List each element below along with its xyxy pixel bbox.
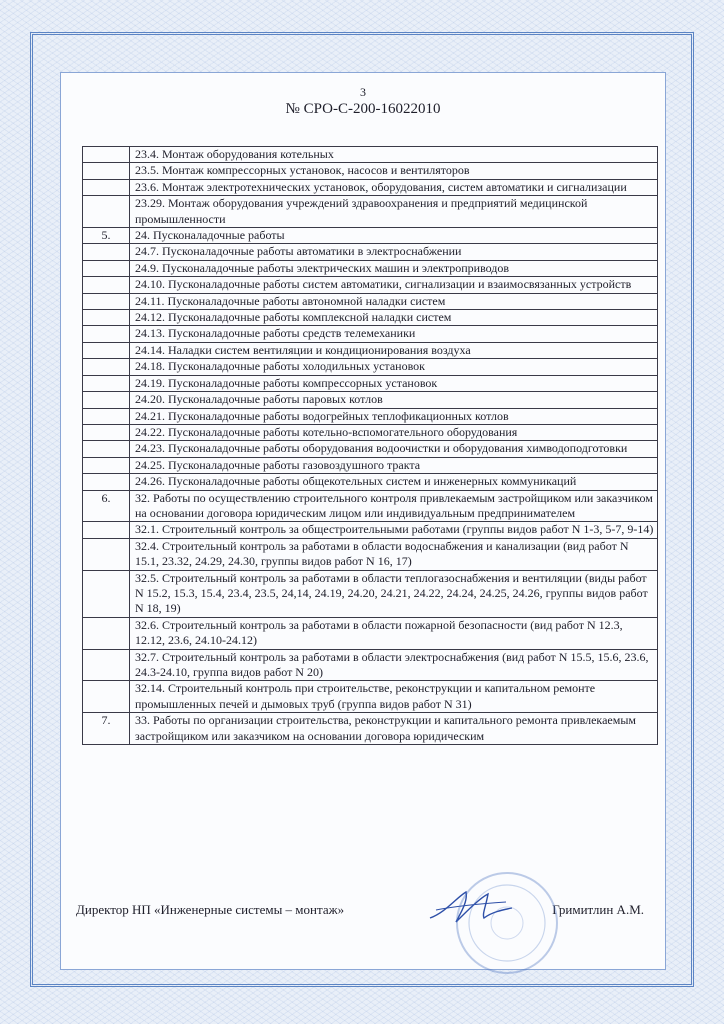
work-description: 24.11. Пусконаладочные работы автономной наладки систем xyxy=(130,293,658,309)
row-number xyxy=(83,617,130,649)
table-row xyxy=(83,244,658,260)
row-number xyxy=(83,310,130,326)
row-number xyxy=(83,474,130,490)
table-row xyxy=(83,649,658,681)
table-row xyxy=(83,147,658,163)
row-number xyxy=(83,408,130,424)
page-header xyxy=(60,86,666,118)
work-description: 32.6. Строительный контроль за работами в области пожарной безопасности (вид работ N 12.3, 12.12, 23.6, 24.10-24.12) xyxy=(130,617,658,649)
page-number: 3 xyxy=(360,85,366,99)
work-description: 24.13. Пусконаладочные работы средств телемеханики xyxy=(130,326,658,342)
row-number: 6. xyxy=(83,490,130,522)
work-description: 32.5. Строительный контроль за работами в области теплогазоснабжения и вентиляции (виды работ N 15.2, 15.3, 15.4, 23.4, 23.5, 24,14, 24.19, 24.20, 24.21, 24.22, 24.24, 24.25, 24.26, группы видов работ N 18, 19) xyxy=(130,570,658,617)
work-description: 23.6. Монтаж электротехнических установок, оборудования, систем автоматики и сигнализации xyxy=(130,179,658,195)
work-description: 23.5. Монтаж компрессорных установок, насосов и вентиляторов xyxy=(130,163,658,179)
table-row xyxy=(83,375,658,391)
certificate-number: № СРО-С-200-16022010 xyxy=(285,101,441,117)
row-number xyxy=(83,163,130,179)
work-description: 24. Пусконаладочные работы xyxy=(130,228,658,244)
row-number xyxy=(83,277,130,293)
table-row xyxy=(83,617,658,649)
row-number xyxy=(83,293,130,309)
row-number xyxy=(83,457,130,473)
table-row xyxy=(83,196,658,228)
table-row xyxy=(83,359,658,375)
table-row xyxy=(83,713,658,745)
work-description: 32.4. Строительный контроль за работами в области водоснабжения и канализации (вид работ N 15.1, 23.32, 24.29, 24.30, группы видов работ N 16, 17) xyxy=(130,538,658,570)
work-description: 24.7. Пусконаладочные работы автоматики в электроснабжении xyxy=(130,244,658,260)
table-row xyxy=(83,681,658,713)
table-row xyxy=(83,310,658,326)
table-row xyxy=(83,163,658,179)
table-row xyxy=(83,490,658,522)
row-number xyxy=(83,538,130,570)
table-row xyxy=(83,277,658,293)
table-row xyxy=(83,570,658,617)
row-number xyxy=(83,649,130,681)
work-description: 24.14. Наладки систем вентиляции и кондиционирования воздуха xyxy=(130,342,658,358)
row-number xyxy=(83,196,130,228)
row-number xyxy=(83,441,130,457)
row-number xyxy=(83,681,130,713)
table-row xyxy=(83,408,658,424)
table-row xyxy=(83,228,658,244)
signer-name: Гримитлин А.М. xyxy=(552,902,644,917)
row-number: 5. xyxy=(83,228,130,244)
work-description: 32.14. Строительный контроль при строительстве, реконструкции и капитальном ремонте промышленных печей и дымовых труб (группа видов работ N 31) xyxy=(130,681,658,713)
director-label: Директор НП «Инженерные системы – монтаж» xyxy=(76,902,345,917)
work-description: 23.29. Монтаж оборудования учреждений здравоохранения и предприятий медицинской промышленности xyxy=(130,196,658,228)
table-row xyxy=(83,522,658,538)
work-description: 24.18. Пусконаладочные работы холодильных установок xyxy=(130,359,658,375)
work-description: 24.9. Пусконаладочные работы электрических машин и электроприводов xyxy=(130,260,658,276)
row-number xyxy=(83,147,130,163)
row-number xyxy=(83,570,130,617)
work-description: 24.19. Пусконаладочные работы компрессорных установок xyxy=(130,375,658,391)
table-row xyxy=(83,293,658,309)
works-table xyxy=(82,146,658,745)
table-row xyxy=(83,392,658,408)
row-number xyxy=(83,179,130,195)
table-row xyxy=(83,326,658,342)
row-number xyxy=(83,244,130,260)
table-row xyxy=(83,441,658,457)
work-description: 24.23. Пусконаладочные работы оборудования водоочистки и оборудования химводоподготовки xyxy=(130,441,658,457)
work-description: 24.10. Пусконаладочные работы систем автоматики, сигнализации и взаимосвязанных устройств xyxy=(130,277,658,293)
row-number: 7. xyxy=(83,713,130,745)
table-row xyxy=(83,474,658,490)
table-row xyxy=(83,457,658,473)
row-number xyxy=(83,522,130,538)
table-row xyxy=(83,179,658,195)
work-description: 32.7. Строительный контроль за работами в области электроснабжения (вид работ N 15.5, 15.6, 23.6, 24.3-24.10, группа видов работ N 20) xyxy=(130,649,658,681)
table-row xyxy=(83,538,658,570)
row-number xyxy=(83,342,130,358)
work-description: 24.25. Пусконаладочные работы газовоздушного тракта xyxy=(130,457,658,473)
work-description: 24.22. Пусконаладочные работы котельно-вспомогательного оборудования xyxy=(130,424,658,440)
work-description: 24.21. Пусконаладочные работы водогрейных теплофикационных котлов xyxy=(130,408,658,424)
row-number xyxy=(83,260,130,276)
row-number xyxy=(83,326,130,342)
row-number xyxy=(83,359,130,375)
table-row xyxy=(83,342,658,358)
work-description: 33. Работы по организации строительства, реконструкции и капитального ремонта привлекаемым застройщиком или заказчиком на основании договора юридическим xyxy=(130,713,658,745)
table-row xyxy=(83,424,658,440)
row-number xyxy=(83,375,130,391)
table-row xyxy=(83,260,658,276)
seal-stamp-icon xyxy=(452,868,562,978)
work-description: 24.26. Пусконаладочные работы общекотельных систем и инженерных коммуникаций xyxy=(130,474,658,490)
row-number xyxy=(83,424,130,440)
work-description: 32.1. Строительный контроль за общестроительными работами (группы видов работ N 1-3, 5-7, 9-14) xyxy=(130,522,658,538)
work-description: 24.20. Пусконаладочные работы паровых котлов xyxy=(130,392,658,408)
row-number xyxy=(83,392,130,408)
work-description: 24.12. Пусконаладочные работы комплексной наладки систем xyxy=(130,310,658,326)
work-description: 32. Работы по осуществлению строительного контроля привлекаемым застройщиком или заказчиком на основании договора юридическим лицом или индивидуальным предпринимателем xyxy=(130,490,658,522)
work-description: 23.4. Монтаж оборудования котельных xyxy=(130,147,658,163)
